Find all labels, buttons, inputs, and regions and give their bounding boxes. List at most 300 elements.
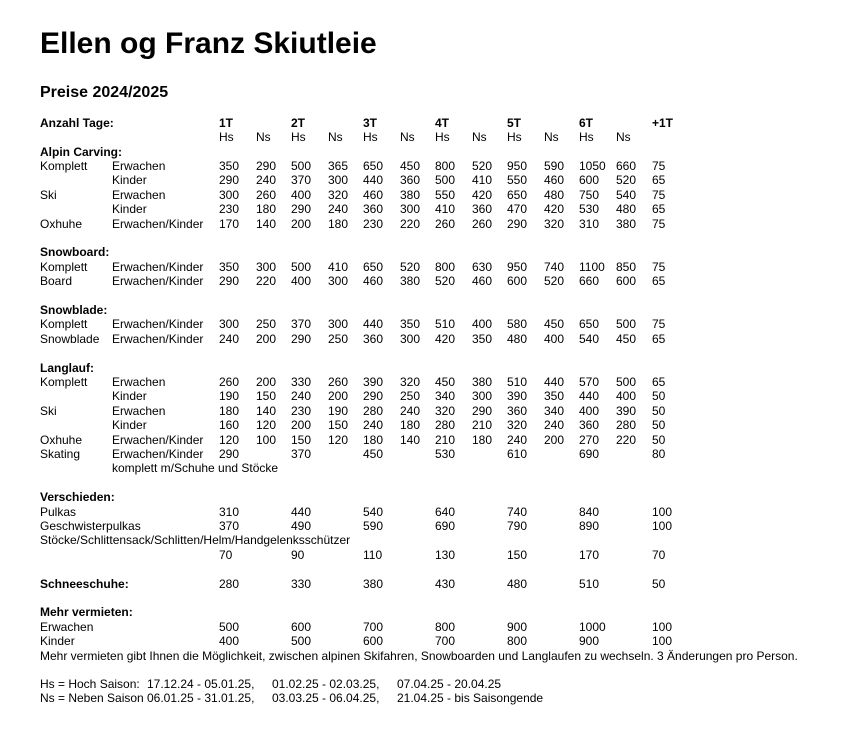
price-cell: 240 [544, 418, 565, 432]
row-subcategory: Erwachen [112, 188, 166, 202]
price-cell: 700 [363, 620, 384, 634]
row-category: Skating [40, 447, 81, 461]
price-cell: 510 [579, 577, 600, 591]
price-cell: 480 [616, 202, 637, 216]
price-cell: 280 [616, 418, 637, 432]
price-cell: 320 [544, 217, 565, 231]
row-subcategory: Erwachen/Kinder [112, 274, 204, 288]
price-cell: 520 [435, 274, 456, 288]
price-cell: 290 [219, 173, 240, 187]
price-cell: 800 [435, 620, 456, 634]
price-cell: 510 [507, 375, 528, 389]
price-cell: 330 [291, 375, 312, 389]
price-cell: 500 [219, 620, 240, 634]
price-cell: 750 [579, 188, 600, 202]
price-cell: 300 [219, 317, 240, 331]
price-cell: 300 [219, 188, 240, 202]
price-cell: 1050 [579, 159, 606, 173]
price-cell: 380 [472, 375, 493, 389]
price-cell: 440 [363, 173, 384, 187]
row-category: Komplett [40, 375, 88, 389]
price-cell: 75 [652, 217, 666, 231]
days-header-plus1t: +1T [652, 116, 674, 130]
price-cell: 420 [544, 202, 565, 216]
price-cell: 70 [219, 548, 233, 562]
price-cell: 600 [291, 620, 312, 634]
price-cell: 50 [652, 433, 666, 447]
low-season-period: 06.01.25 - 31.01.25, [147, 691, 255, 705]
price-cell: 140 [256, 217, 277, 231]
price-cell: 640 [435, 505, 456, 519]
price-cell: 50 [652, 389, 666, 403]
price-cell: 800 [435, 260, 456, 274]
days-header-label: Anzahl Tage: [40, 116, 114, 130]
row-subcategory: Kinder [112, 202, 147, 216]
price-cell: 290 [219, 447, 240, 461]
price-cell: 950 [507, 260, 528, 274]
price-cell: 290 [291, 202, 312, 216]
price-cell: 250 [256, 317, 277, 331]
days-header-6t: 6T [579, 116, 594, 130]
price-cell: 460 [363, 188, 384, 202]
price-cell: 150 [507, 548, 528, 562]
price-cell: 340 [435, 389, 456, 403]
price-cell: 290 [256, 159, 277, 173]
price-cell: 250 [328, 332, 349, 346]
price-cell: 300 [328, 274, 349, 288]
price-cell: 650 [579, 317, 600, 331]
price-cell: 280 [219, 577, 240, 591]
price-cell: 120 [219, 433, 240, 447]
row-subcategory: Erwachen/Kinder [112, 317, 204, 331]
hs-header: Hs [219, 130, 234, 144]
price-cell: 850 [616, 260, 637, 274]
price-cell: 650 [363, 159, 384, 173]
row-subcategory: Erwachen/Kinder [112, 332, 204, 346]
price-cell: 300 [256, 260, 277, 274]
hs-header: Hs [579, 130, 594, 144]
section-title-verschieden: Verschieden: [40, 490, 115, 504]
days-header-2t: 2T [291, 116, 306, 130]
price-cell: 540 [579, 332, 600, 346]
price-cell: 380 [616, 217, 637, 231]
price-cell: 75 [652, 188, 666, 202]
price-cell: 380 [400, 188, 421, 202]
row-subcategory: Erwachen/Kinder [112, 433, 204, 447]
row-category: Snowblade [40, 332, 100, 346]
price-cell: 580 [507, 317, 528, 331]
price-cell: 610 [507, 447, 528, 461]
price-cell: 220 [400, 217, 421, 231]
price-cell: 840 [579, 505, 600, 519]
price-cell: 520 [544, 274, 565, 288]
price-cell: 950 [507, 159, 528, 173]
price-cell: 70 [652, 548, 666, 562]
price-cell: 410 [472, 173, 493, 187]
hs-header: Hs [435, 130, 450, 144]
price-cell: 270 [579, 433, 600, 447]
days-header-3t: 3T [363, 116, 378, 130]
row-subcategory: Kinder [112, 418, 147, 432]
price-cell: 240 [363, 418, 384, 432]
price-cell: 200 [256, 332, 277, 346]
high-season-period: 17.12.24 - 05.01.25, [147, 677, 255, 691]
price-cell: 650 [363, 260, 384, 274]
low-season-period: 03.03.25 - 06.04.25, [272, 691, 380, 705]
price-cell: 390 [363, 375, 384, 389]
price-cell: 360 [579, 418, 600, 432]
price-cell: 450 [435, 375, 456, 389]
price-cell: 520 [472, 159, 493, 173]
price-cell: 470 [507, 202, 528, 216]
row-subcategory: Erwachen [112, 404, 166, 418]
price-cell: 50 [652, 418, 666, 432]
price-cell: 280 [435, 418, 456, 432]
price-cell: 100 [256, 433, 277, 447]
price-cell: 660 [579, 274, 600, 288]
price-cell: 300 [328, 317, 349, 331]
ns-header: Ns [400, 130, 415, 144]
price-cell: 370 [291, 317, 312, 331]
price-cell: 180 [256, 202, 277, 216]
price-cell: 590 [544, 159, 565, 173]
row-category: Ski [40, 404, 57, 418]
price-cell: 370 [291, 173, 312, 187]
price-cell: 300 [328, 173, 349, 187]
price-cell: 500 [291, 260, 312, 274]
price-cell: 350 [472, 332, 493, 346]
price-cell: 110 [363, 548, 383, 562]
row-category: Komplett [40, 260, 88, 274]
price-cell: 440 [544, 375, 565, 389]
price-cell: 320 [400, 375, 421, 389]
price-cell: 600 [616, 274, 637, 288]
price-cell: 200 [544, 433, 565, 447]
price-cell: 260 [435, 217, 456, 231]
price-cell: 280 [363, 404, 384, 418]
price-cell: 210 [472, 418, 493, 432]
ns-header: Ns [616, 130, 631, 144]
price-cell: 290 [219, 274, 240, 288]
price-cell: 900 [507, 620, 528, 634]
price-cell: 630 [472, 260, 493, 274]
price-cell: 400 [219, 634, 240, 648]
price-cell: 740 [544, 260, 565, 274]
price-cell: 480 [507, 332, 528, 346]
price-cell: 90 [291, 548, 305, 562]
price-cell: 500 [435, 173, 456, 187]
price-cell: 80 [652, 447, 666, 461]
price-cell: 480 [544, 188, 565, 202]
price-cell: 200 [291, 418, 312, 432]
price-cell: 340 [544, 404, 565, 418]
price-cell: 450 [616, 332, 637, 346]
price-cell: 140 [256, 404, 277, 418]
price-cell: 1000 [579, 620, 606, 634]
ns-header: Ns [256, 130, 271, 144]
price-cell: 50 [652, 577, 666, 591]
price-cell: 400 [291, 188, 312, 202]
price-cell: 530 [435, 447, 456, 461]
price-cell: 400 [616, 389, 637, 403]
price-cell: 360 [400, 173, 421, 187]
more-rental-note: Mehr vermieten gibt Ihnen die Möglichkeit, zwischen alpinen Skifahren, Snowboarden und Langlaufen zu wechseln. 3 Änderungen pro Person. [40, 649, 798, 663]
price-cell: 420 [472, 188, 493, 202]
row-category: Kinder [40, 634, 75, 648]
price-cell: 190 [328, 404, 349, 418]
row-category: Geschwisterpulkas [40, 519, 141, 533]
price-cell: 180 [363, 433, 384, 447]
price-cell: 170 [579, 548, 600, 562]
price-cell: 130 [435, 548, 456, 562]
price-cell: 320 [435, 404, 456, 418]
price-cell: 460 [363, 274, 384, 288]
price-cell: 370 [291, 447, 312, 461]
hs-header: Hs [363, 130, 378, 144]
low-season-period: 21.04.25 - bis Saisongende [397, 691, 544, 705]
section-title-schneeschuhe: Schneeschuhe: [40, 577, 129, 591]
price-cell: 360 [363, 332, 384, 346]
price-cell: 160 [219, 418, 240, 432]
price-cell: 430 [435, 577, 456, 591]
price-cell: 400 [579, 404, 600, 418]
row-subcategory: Erwachen [112, 159, 166, 173]
price-cell: 290 [363, 389, 384, 403]
price-cell: 350 [544, 389, 565, 403]
section-title-langlauf: Langlauf: [40, 361, 94, 375]
price-cell: 460 [544, 173, 565, 187]
price-cell: 350 [219, 260, 240, 274]
price-cell: 150 [256, 389, 277, 403]
row-subcategory: Kinder [112, 173, 147, 187]
price-cell: 200 [256, 375, 277, 389]
price-cell: 75 [652, 159, 666, 173]
price-cell: 600 [363, 634, 384, 648]
document-title: Ellen og Franz Skiutleie [40, 27, 377, 60]
section-title-snowboard: Snowboard: [40, 245, 110, 259]
price-cell: 500 [616, 317, 637, 331]
price-cell: 600 [579, 173, 600, 187]
high-season-label: Hs = Hoch Saison: [40, 677, 140, 691]
price-cell: 290 [507, 217, 528, 231]
price-cell: 400 [291, 274, 312, 288]
price-cell: 570 [579, 375, 600, 389]
ns-header: Ns [544, 130, 559, 144]
price-cell: 380 [363, 577, 384, 591]
price-cell: 690 [579, 447, 600, 461]
price-cell: 180 [328, 217, 349, 231]
high-season-period: 01.02.25 - 02.03.25, [272, 677, 380, 691]
price-cell: 200 [328, 389, 349, 403]
price-cell: 350 [400, 317, 421, 331]
price-cell: 380 [400, 274, 421, 288]
days-header-1t: 1T [219, 116, 234, 130]
price-cell: 390 [616, 404, 637, 418]
section-title-snowblade: Snowblade: [40, 303, 108, 317]
row-subcategory: Erwachen/Kinder [112, 217, 204, 231]
price-cell: 300 [400, 332, 421, 346]
hs-header: Hs [507, 130, 522, 144]
price-cell: 350 [219, 159, 240, 173]
section-title-alpin-carving: Alpin Carving: [40, 145, 123, 159]
price-cell: 260 [219, 375, 240, 389]
price-cell: 180 [400, 418, 421, 432]
price-cell: 900 [579, 634, 600, 648]
price-cell: 220 [616, 433, 637, 447]
price-cell: 790 [507, 519, 528, 533]
price-cell: 120 [328, 433, 349, 447]
row-category: Erwachen [40, 620, 94, 634]
price-cell: 220 [256, 274, 277, 288]
row-category: Komplett [40, 159, 88, 173]
price-cell: 500 [291, 634, 312, 648]
price-cell: 100 [652, 519, 673, 533]
row-category: Board [40, 274, 73, 288]
price-cell: 800 [507, 634, 528, 648]
price-cell: 240 [507, 433, 528, 447]
price-cell: 100 [652, 620, 673, 634]
price-cell: 120 [256, 418, 277, 432]
row-category: Pulkas [40, 505, 77, 519]
price-cell: 240 [219, 332, 240, 346]
price-cell: 65 [652, 173, 666, 187]
price-cell: 230 [363, 217, 384, 231]
price-list-subtitle: Preise 2024/2025 [40, 84, 169, 101]
ns-header: Ns [472, 130, 487, 144]
price-cell: 360 [363, 202, 384, 216]
price-cell: 390 [507, 389, 528, 403]
price-cell: 240 [328, 202, 349, 216]
price-cell: 360 [472, 202, 493, 216]
row-category: Ski [40, 188, 57, 202]
price-cell: 690 [435, 519, 456, 533]
price-cell: 400 [472, 317, 493, 331]
price-cell: 330 [291, 577, 312, 591]
days-header-4t: 4T [435, 116, 450, 130]
price-cell: 50 [652, 404, 666, 418]
price-cell: 240 [400, 404, 421, 418]
price-cell: 480 [507, 577, 528, 591]
row-subcategory: Erwachen [112, 375, 166, 389]
price-cell: 150 [328, 418, 349, 432]
row-category: Oxhuhe [40, 217, 83, 231]
price-cell: 230 [219, 202, 240, 216]
price-cell: 1100 [579, 260, 605, 274]
price-cell: 660 [616, 159, 637, 173]
accessories-label: Stöcke/Schlittensack/Schlitten/Helm/Handgelenksschützer [40, 533, 351, 547]
price-cell: 410 [435, 202, 456, 216]
price-cell: 700 [435, 634, 456, 648]
price-cell: 180 [472, 433, 493, 447]
price-cell: 300 [472, 389, 493, 403]
price-cell: 450 [363, 447, 384, 461]
price-cell: 650 [507, 188, 528, 202]
price-cell: 170 [219, 217, 240, 231]
price-cell: 890 [579, 519, 600, 533]
price-cell: 75 [652, 317, 666, 331]
price-cell: 520 [400, 260, 421, 274]
price-cell: 590 [363, 519, 384, 533]
price-cell: 260 [328, 375, 349, 389]
price-cell: 190 [219, 389, 240, 403]
price-cell: 260 [256, 188, 277, 202]
price-cell: 240 [256, 173, 277, 187]
price-cell: 400 [544, 332, 565, 346]
ns-header: Ns [328, 130, 343, 144]
price-cell: 800 [435, 159, 456, 173]
price-cell: 310 [579, 217, 600, 231]
price-cell: 540 [616, 188, 637, 202]
price-cell: 100 [652, 505, 673, 519]
price-cell: 440 [579, 389, 600, 403]
price-cell: 290 [291, 332, 312, 346]
price-cell: 150 [291, 433, 312, 447]
row-subcategory: Erwachen/Kinder [112, 260, 204, 274]
row-category: Komplett [40, 317, 88, 331]
price-cell: 240 [291, 389, 312, 403]
price-cell: 290 [472, 404, 493, 418]
price-cell: 320 [507, 418, 528, 432]
price-cell: 540 [363, 505, 384, 519]
price-cell: 550 [435, 188, 456, 202]
price-cell: 65 [652, 202, 666, 216]
price-cell: 360 [507, 404, 528, 418]
section-title-mehr-vermieten: Mehr vermieten: [40, 605, 133, 619]
price-cell: 460 [472, 274, 493, 288]
price-cell: 450 [544, 317, 565, 331]
row-subcategory: Erwachen/Kinder [112, 447, 204, 461]
price-cell: 450 [400, 159, 421, 173]
high-season-period: 07.04.25 - 20.04.25 [397, 677, 502, 691]
price-cell: 550 [507, 173, 528, 187]
price-cell: 410 [328, 260, 349, 274]
price-cell: 65 [652, 332, 666, 346]
price-cell: 100 [652, 634, 673, 648]
price-cell: 490 [291, 519, 312, 533]
price-cell: 500 [616, 375, 637, 389]
price-cell: 310 [219, 505, 240, 519]
price-cell: 320 [328, 188, 349, 202]
price-cell: 520 [616, 173, 637, 187]
price-cell: 370 [219, 519, 240, 533]
price-cell: 420 [435, 332, 456, 346]
price-cell: 740 [507, 505, 528, 519]
price-cell: 250 [400, 389, 421, 403]
price-cell: 75 [652, 260, 666, 274]
row-category: Oxhuhe [40, 433, 83, 447]
price-cell: 200 [291, 217, 312, 231]
price-cell: 65 [652, 375, 666, 389]
price-cell: 140 [400, 433, 421, 447]
price-cell: 440 [363, 317, 384, 331]
price-cell: 230 [291, 404, 312, 418]
price-cell: 210 [435, 433, 456, 447]
hs-header: Hs [291, 130, 306, 144]
price-cell: 510 [435, 317, 456, 331]
price-cell: 260 [472, 217, 493, 231]
price-cell: 180 [219, 404, 240, 418]
price-cell: 600 [507, 274, 528, 288]
row-subcategory: Kinder [112, 389, 147, 403]
price-cell: 530 [579, 202, 600, 216]
price-cell: 440 [291, 505, 312, 519]
price-cell: 300 [400, 202, 421, 216]
price-cell: 500 [291, 159, 312, 173]
price-cell: 365 [328, 159, 349, 173]
price-cell: 65 [652, 274, 666, 288]
low-season-label: Ns = Neben Saison [40, 691, 144, 705]
skating-note: komplett m/Schuhe und Stöcke [112, 461, 279, 475]
